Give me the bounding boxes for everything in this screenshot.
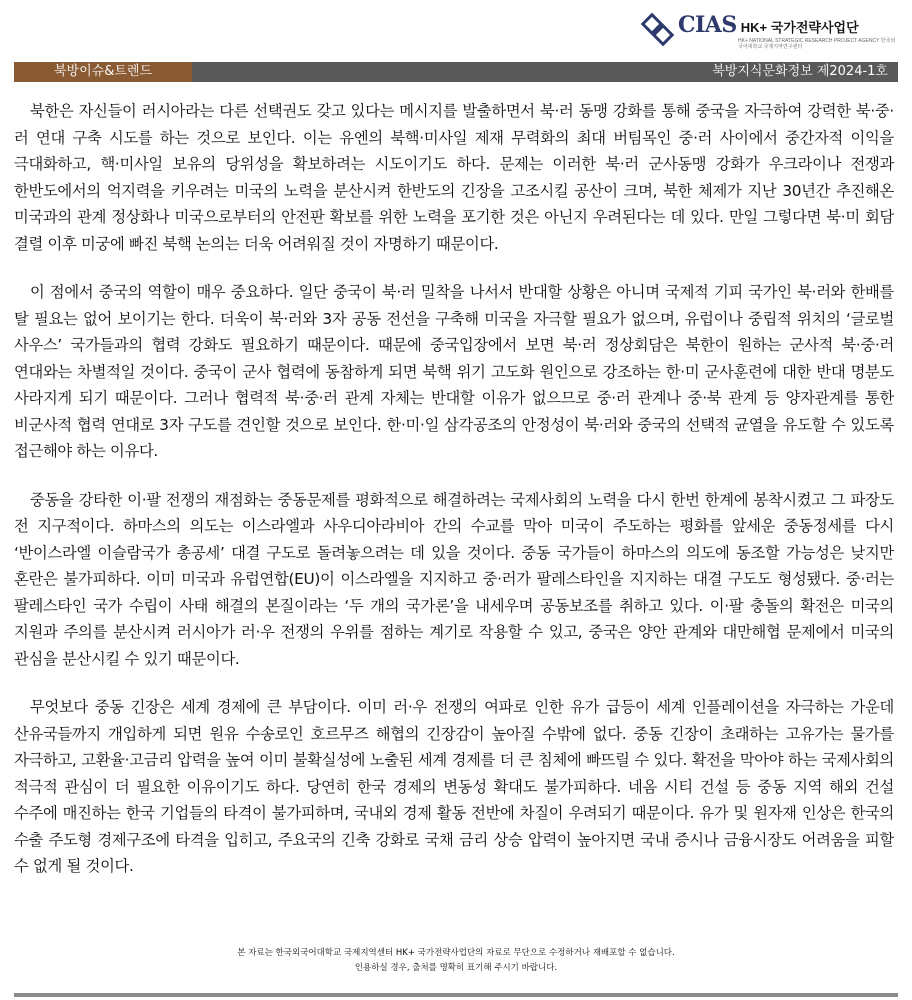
bottom-divider [14,993,898,997]
paragraph: 중동을 강타한 이·팔 전쟁의 재점화는 중동문제를 평화적으로 해결하려는 국제사회의 노력을 다시 한번 한계에 봉착시켰고 그 파장도 전 지구적이다. 하마스의 의도는 이스라엘과 사우디아라비아 간의 수교를 막아 미국이 주도하는 평화를 앞세운 중동정세를 다시 ‘반이스라엘 이슬람국가 총공세’ 대결 구도로 돌려놓으려는 데 있을 것이다. 중동 국가들이 하마스의 의도에 동조할 가능성은 낮지만 혼란은 불가피하다. 이미 미국과 유럽연합(EU)이 이스라엘을 지지하고 중·러가 팔레스타인을 지지하는 대결 구도도 형성됐다. 중·러는 팔레스타인 국가 수립이 사태 해결의 본질이라는 ‘두 개의 국가론’을 내세우며 공동보조를 취하고 있다. 이·팔 충돌의 확전은 미국의 지원과 주의를 분산시켜 러시아가 러·우 전쟁의 우위를 점하는 계기로 작용할 수 있고, 중국은 양안 관계와 대만해협 문제에서 미국의 관심을 분산시킬 수 있기 때문이다. [14,490,894,668]
section-band [14,62,898,82]
paragraph: 이 점에서 중국의 역할이 매우 중요하다. 일단 중국이 북·러 밀착을 나서서 반대할 상황은 아니며 국제적 기피 국가인 북·러와 한배를 탈 필요는 없어 보이기는 한다. 더욱이 북·러와 3자 공동 전선을 구축해 미국을 자극할 필요가 없으며, 유럽이나 중립적 위치의 ‘글로벌 사우스’ 국가들과의 협력 강화도 필요하기 때문이다. 때문에 중국입장에서 보면 북·러 정상회담은 북한이 원하는 군사적 북·중·러 연대와는 차별적일 것이다. 중국이 군사 협력에 동참하게 되면 북핵 위기 고도화 원인으로 강조하는 한·미 군사훈련에 대한 반대 명분도 사라지게 되기 때문이다. 그러나 협력적 북·중·러 관계 자체는 반대할 이유가 없으므로 중·러 관계나 중·북 관계 등 양자관계를 통한 비군사적 협력 연대로 3자 구도를 견인할 것으로 보인다. 한·미·일 삼각공조의 안정성이 북·러와 중국의 선택적 균열을 유도할 수 있도록 접근해야 하는 이유다. [14,283,894,460]
logo-wordmark: CIAS [678,12,737,38]
paragraph: 북한은 자신들이 러시아라는 다른 선택권도 갖고 있다는 메시지를 발출하면서 북·러 동맹 강화를 통해 중국을 자극하여 강력한 북·중·러 연대 구축 시도를 하는 것으로 보인다. 이는 유엔의 북핵·미사일 제재 무력화의 최대 버팀목인 중·러 사이에서 중간자적 이익을 극대화하고, 핵·미사일 보유의 당위성을 확보하려는 시도이기도 하다. 문제는 이러한 북·러 군사동맹 강화가 우크라이나 전쟁과 한반도에서의 억지력을 키우려는 미국의 노력을 분산시켜 한반도의 긴장을 고조시킬 공산이 크며, 북한 체제가 지난 30년간 추진해온 미국과의 관계 정상화나 미국으로부터의 안전판 확보를 위한 노력을 포기한 것은 아닌지 우려된다는 데 있다. 만일 그렇다면 북·미 회담 결렬 이후 미궁에 빠진 북핵 논의는 더욱 어려워질 것이 자명하기 때문이다. [14,102,894,253]
cias-emblem-icon [644,16,674,46]
issue-label: 북방지식문화정보 제2024-1호 [712,64,888,79]
footer-line-1: 본 자료는 한국외국어대학교 국제지역센터 HK+ 국가전략사업단의 자료로 무단으로 수정하거나 재배포할 수 없습니다. [237,948,675,958]
paragraph: 무엇보다 중동 긴장은 세계 경제에 큰 부담이다. 이미 러·우 전쟁의 여파로 인한 유가 급등이 세계 인플레이션을 자극하는 가운데 산유국들까지 개입하게 되면 원유 수송로인 호르무즈 해협의 긴장감이 높아질 수밖에 없다. 중동 긴장이 초래하는 고유가는 물가를 자극하고, 고환율·고금리 압력을 높여 이미 불확실성에 노출된 세계 경제를 더 큰 침체에 빠뜨릴 수 있다. 확전을 막아야 하는 국제사회의 적극적 관심이 더 필요한 이유이기도 하다. 당연히 한국 경제의 변동성 확대도 불가피하다. 네옴 시티 건설 등 중동 지역 해외 건설 수주에 매진하는 한국 기업들의 타격이 불가피하며, 국내외 경제 활동 전반에 차질이 우려되기 때문이다. 유가 및 원자재 인상은 한국의 수출 주도형 경제구조에 타격을 입히고, 주요국의 긴축 강화로 국채 금리 상승 압력이 높아지면 국내 증시나 금융시장도 어려움을 피할 수 없게 될 것이다. [14,698,894,875]
logo-text-block [678,12,898,50]
copyright-footer [0,946,912,976]
page-header [0,0,912,58]
logo-subtitle: HK+ NATIONAL STRATEGIC RESEARCH PROJECT AGENCY 한국외국어대학교 국제지역연구센터 [738,38,896,50]
section-label: 북방이슈&트렌드 [14,62,192,82]
article-body [14,98,894,902]
cias-logo [644,12,898,50]
footer-line-2: 인용하실 경우, 출처를 명확히 표기해 주시기 바랍니다. [354,963,558,973]
logo-tagline: HK+ 국가전략사업단 [740,20,859,35]
